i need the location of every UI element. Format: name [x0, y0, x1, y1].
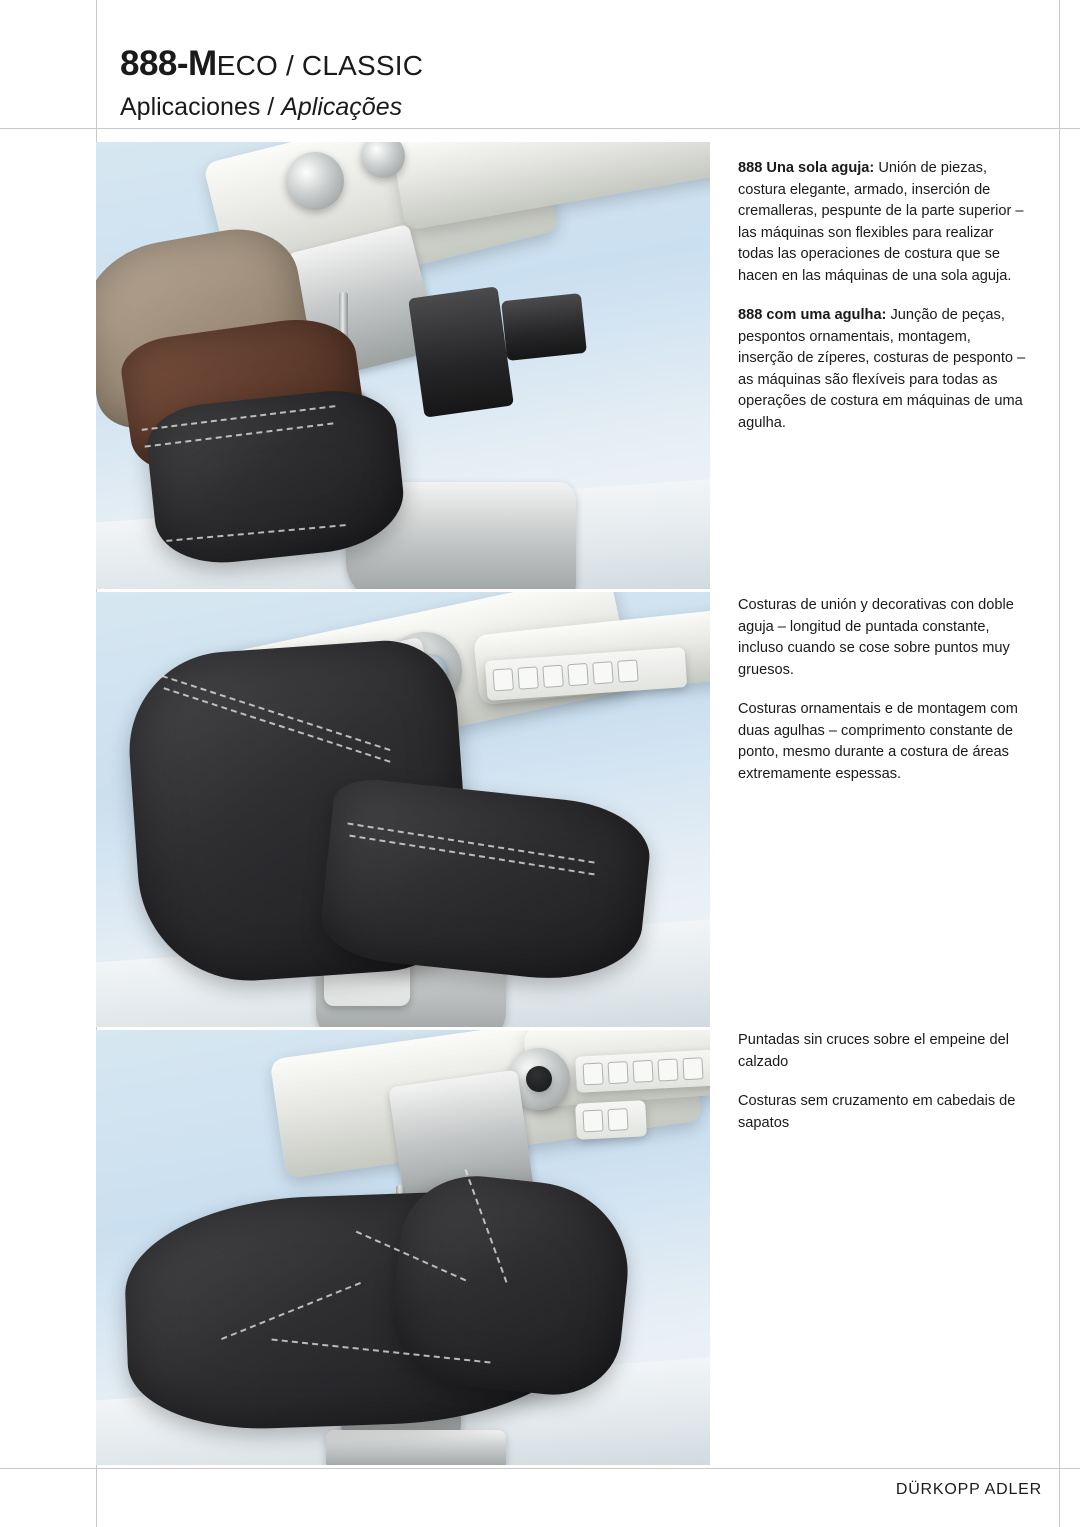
- control-panel-secondary[interactable]: [575, 1100, 647, 1140]
- panel-key[interactable]: [632, 1060, 653, 1083]
- presser-foot-assembly: [408, 286, 514, 417]
- paragraph-body: Unión de piezas, costura elegante, armado, inserción de cremalleras, pespunte de la parte superior – las máquinas son flexibles para realizar todas las operaciones de costura que se hacen en las máquinas de una sola aguja.: [738, 160, 1024, 284]
- page-subtitle: [120, 92, 820, 122]
- panel-key[interactable]: [583, 1062, 604, 1085]
- panel-key[interactable]: [617, 659, 638, 682]
- paragraph-body: Costuras sem cruzamento em cabedais de sapatos: [738, 1093, 1016, 1131]
- photo-shoe-upper: [96, 1030, 710, 1465]
- panel-key[interactable]: [582, 1109, 603, 1132]
- paragraph-body: Costuras de unión y decorativas con doble aguja – longitud de puntada constante, incluso cuando se cose sobre puntos muy gruesos.: [738, 597, 1014, 678]
- panel-key[interactable]: [517, 666, 538, 689]
- paragraph-pt: [738, 699, 1026, 785]
- paragraph-body: Costuras ornamentais e de montagem com duas agulhas – comprimento constante de ponto, mesmo durante a costura de áreas extremamente espessas.: [738, 701, 1018, 782]
- hand-wheel: [286, 152, 344, 210]
- paragraph-body: Junção de peças, pespontos ornamentais, montagem, inserção de zíperes, costuras de pesponto – as máquinas são flexíveis para todas as operações de costura em máquinas de uma agulha.: [738, 307, 1026, 431]
- model-code: 888-M: [120, 44, 217, 83]
- photo-single-needle-boot: [96, 142, 710, 589]
- panel-key[interactable]: [567, 663, 588, 686]
- panel-key[interactable]: [608, 1061, 629, 1084]
- text-block-no-crossing-stitches: [738, 1030, 1026, 1134]
- model-variant: ECO / CLASSIC: [216, 50, 424, 81]
- text-block-double-needle: [738, 595, 1026, 785]
- subtitle-pt: Aplicações: [281, 93, 403, 121]
- subtitle-es: Aplicaciones: [120, 93, 261, 121]
- paragraph-es: [738, 1030, 1026, 1073]
- header-divider-rule: [0, 128, 1080, 129]
- paragraph-lead: 888 com uma agulha:: [738, 307, 887, 323]
- text-block-single-needle: [738, 158, 1026, 434]
- paragraph-es: [738, 595, 1026, 681]
- paragraph-es: [738, 158, 1026, 287]
- page-title: [120, 44, 820, 86]
- footer-divider-rule: [0, 1468, 1080, 1469]
- panel-key[interactable]: [492, 668, 513, 691]
- wheel-hub: [526, 1066, 552, 1092]
- paragraph-pt: [738, 1091, 1026, 1134]
- photo-double-needle-leather: [96, 592, 710, 1027]
- panel-key[interactable]: [607, 1108, 628, 1131]
- panel-key[interactable]: [657, 1059, 678, 1082]
- page-right-rule: [1059, 0, 1060, 1527]
- page-header: [120, 44, 820, 122]
- paragraph-body: Puntadas sin cruces sobre el empeine del calzado: [738, 1032, 1009, 1070]
- panel-key[interactable]: [682, 1057, 703, 1080]
- machine-base: [326, 1430, 506, 1465]
- subtitle-separator: /: [260, 93, 282, 121]
- paragraph-lead: 888 Una sola aguja:: [738, 160, 875, 176]
- footer-brand: DÜRKOPP ADLER: [895, 1481, 1042, 1498]
- panel-key[interactable]: [592, 661, 613, 684]
- edge-guide: [501, 293, 587, 361]
- paragraph-pt: [738, 305, 1026, 434]
- panel-key[interactable]: [542, 665, 563, 688]
